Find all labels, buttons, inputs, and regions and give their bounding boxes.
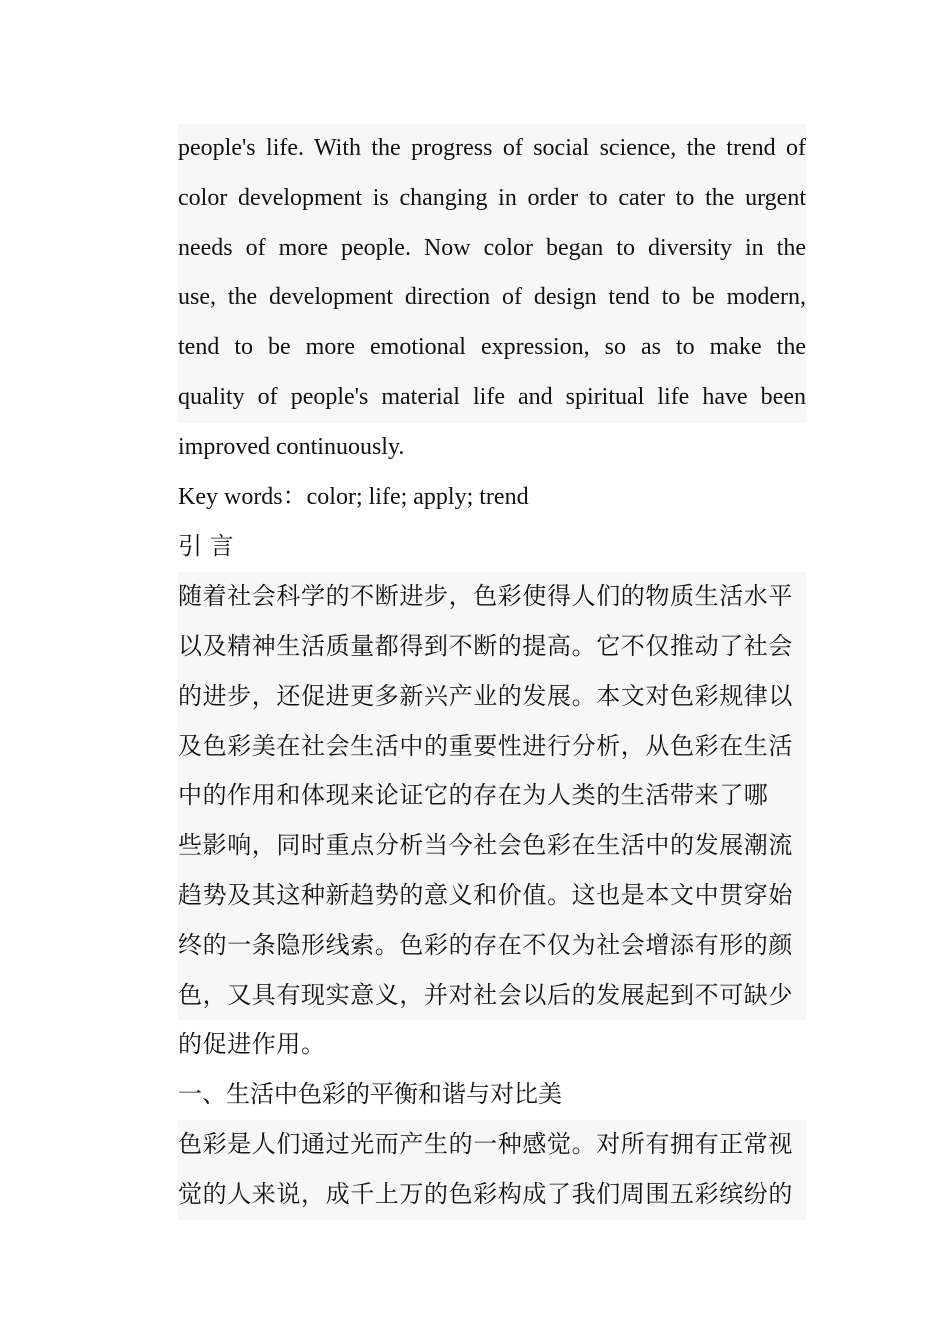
section1-body	[178, 1120, 806, 1220]
intro-heading: 引 言	[178, 532, 234, 561]
abstract-english	[178, 124, 806, 473]
intro-line: 的进步，还促进更多新兴产业的发展。本文对色彩规律以	[178, 672, 806, 722]
intro-line: 趋势及其这种新趋势的意义和价值。这也是本文中贯穿始	[178, 871, 806, 921]
intro-line: 及色彩美在社会生活中的重要性进行分析，从色彩在生活	[178, 722, 806, 772]
intro-line: 中的作用和体现来论证它的存在为人类的生活带来了哪	[178, 771, 806, 821]
intro-body	[178, 572, 806, 1070]
intro-line: 些影响，同时重点分析当今社会色彩在生活中的发展潮流	[178, 821, 806, 871]
abstract-line: tend to be more emotional expression, so as to make the	[178, 323, 806, 373]
intro-line: 色，又具有现实意义，并对社会以后的发展起到不可缺少	[178, 971, 806, 1021]
abstract-line: needs of more people. Now color began to diversity in the	[178, 224, 806, 274]
section1-line: 色彩是人们通过光而产生的一种感觉。对所有拥有正常视	[178, 1120, 806, 1170]
section1-heading: 一、生活中色彩的平衡和谐与对比美	[178, 1080, 562, 1109]
keywords-line: Key words：color; life; apply; trend	[178, 483, 529, 510]
abstract-line: color development is changing in order to cater to the urgent	[178, 174, 806, 224]
abstract-line: people's life. With the progress of social science, the trend of	[178, 124, 806, 174]
abstract-line: quality of people's material life and spiritual life have been	[178, 373, 806, 423]
intro-line: 随着社会科学的不断进步，色彩使得人们的物质生活水平	[178, 572, 806, 622]
intro-line: 终的一条隐形线索。色彩的存在不仅为社会增添有形的颜	[178, 921, 806, 971]
intro-line: 的促进作用。	[178, 1030, 326, 1059]
intro-line: 以及精神生活质量都得到不断的提高。它不仅推动了社会	[178, 622, 806, 672]
abstract-line: improved continuously.	[178, 433, 405, 460]
document-page	[178, 124, 806, 1220]
section1-line: 觉的人来说，成千上万的色彩构成了我们周围五彩缤纷的	[178, 1170, 806, 1220]
abstract-line: use, the development direction of design tend to be modern,	[178, 273, 806, 323]
